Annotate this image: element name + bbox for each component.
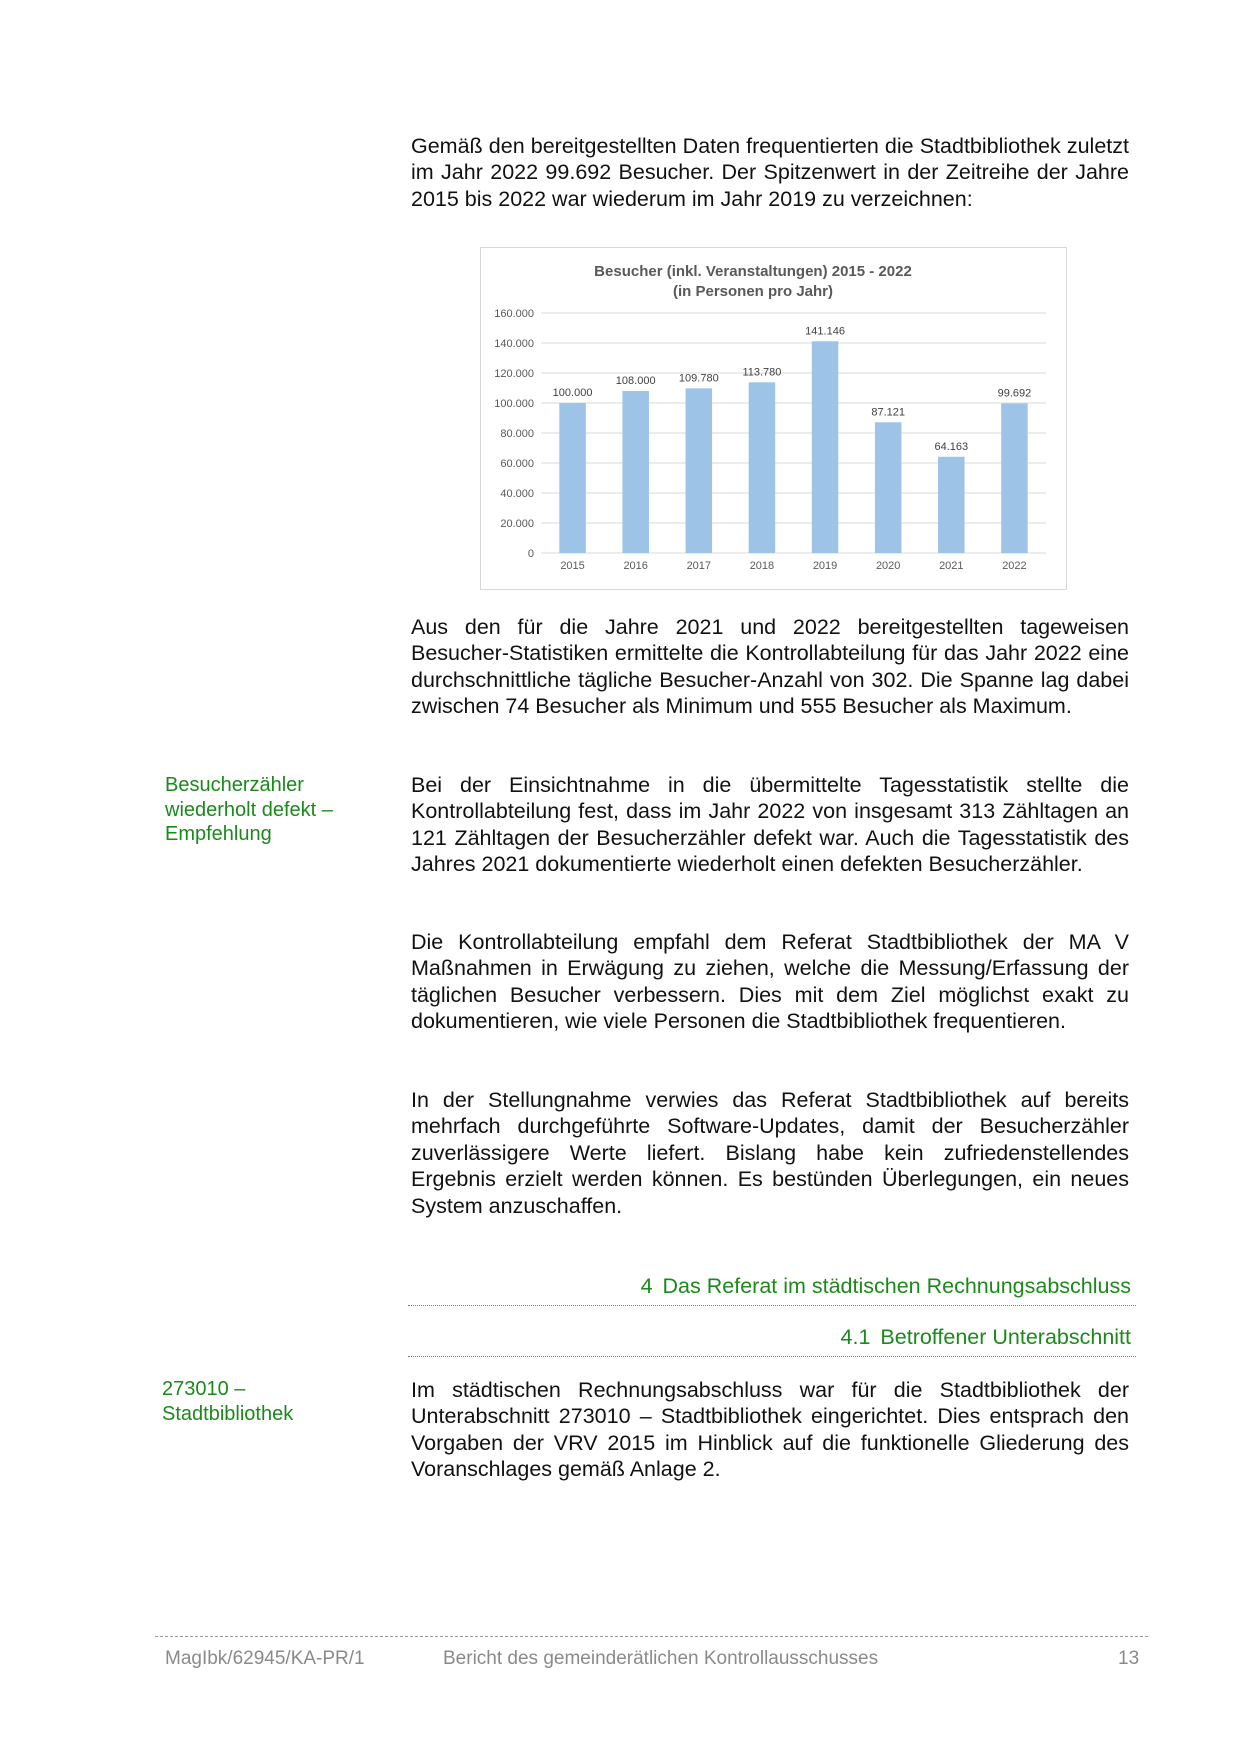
section-number: 4 — [640, 1274, 653, 1298]
data-label: 64.163 — [934, 440, 969, 453]
subsection-divider — [408, 1356, 1136, 1357]
margin-note-sub-section — [162, 1377, 293, 1426]
y-tick-label: 160.000 — [494, 308, 534, 320]
paragraph-daily-statistics: Aus den für die Jahre 2021 und 2022 bereitgestellten tageweisen Besucher-Statistiken ermittelte die Kontrollabteilung für das Jahr 2022 eine durchschnittliche tägliche Besucher-Anzahl von 302. Die Spanne lag dabei zwischen 74 Besucher als Minimum und 555 Besucher als Maximum. — [411, 615, 1129, 719]
data-label: 113.780 — [742, 366, 782, 379]
footer-report-title: Bericht des gemeinderätlichen Kontrollausschusses — [443, 1648, 879, 1669]
bar-2021 — [938, 457, 965, 553]
margin-note-line: Empfehlung — [165, 823, 272, 845]
paragraph-sub-section: Im städtischen Rechnungsabschluss war für die Stadtbibliothek der Unterabschnitt 273010 – Stadtbibliothek eingerichtet. Dies entsprach den Vorgaben der VRV 2015 im Hinblick auf die funktionelle Gliederung des Voranschlages gemäß Anlage 2. — [411, 1378, 1129, 1482]
x-tick-label: 2019 — [812, 560, 838, 572]
bar-2020 — [875, 422, 902, 553]
section-heading-4-1 — [841, 1325, 1131, 1350]
footer-divider — [155, 1636, 1148, 1637]
chart-title: Besucher (inkl. Veranstaltungen) 2015 - 2022 — [594, 263, 912, 280]
bar-2016 — [622, 391, 649, 553]
visitor-bar-chart — [481, 248, 1066, 589]
bar-2019 — [812, 341, 839, 553]
x-tick-label: 2022 — [1002, 560, 1027, 572]
y-tick-label: 20.000 — [500, 518, 534, 530]
data-label: 87.121 — [871, 406, 906, 419]
x-tick-label: 2015 — [560, 560, 585, 572]
margin-note-line: Besucherzähler — [165, 774, 304, 796]
margin-note-line: wiederholt defekt – — [165, 798, 333, 821]
intro-paragraph: Gemäß den bereitgestellten Daten frequentierten die Stadtbibliothek zuletzt im Jahr 2022 99.692 Besucher. Der Spitzenwert in der Zeitreihe der Jahre 2015 bis 2022 war wiederum im Jahr 2019 zu verzeichnen: — [411, 134, 1129, 211]
bar-2022 — [1001, 403, 1028, 553]
paragraph-counter-defect: Bei der Einsichtnahme in die übermittelte Tagesstatistik stellte die Kontrollabteilung fest, dass im Jahr 2022 von insgesamt 313 Zähltagen an 121 Zähltagen der Besucherzähler defekt war. Auch die Tagesstatistik des Jahres 2021 dokumentierte wiederholt einen defekten Besucherzähler. — [411, 773, 1129, 877]
x-tick-label: 2018 — [749, 560, 775, 572]
x-tick-label: 2016 — [623, 560, 648, 572]
data-label: 141.146 — [805, 325, 845, 338]
x-tick-label: 2017 — [686, 560, 712, 572]
footer-reference: MagIbk/62945/KA-PR/1 — [165, 1648, 365, 1669]
data-label: 100.000 — [552, 387, 593, 399]
paragraph-recommendation: Die Kontrollabteilung empfahl dem Referat Stadtbibliothek der MA V Maßnahmen in Erwägung zu ziehen, welche die Messung/Erfassung der täglichen Besucher verbessern. Dies mit dem Ziel möglichst exakt zu dokumentieren, wie viele Personen die Stadtbibliothek frequentieren. — [411, 930, 1129, 1034]
margin-note-counter-defect — [165, 773, 333, 847]
margin-note-line: Stadtbibliothek — [162, 1402, 294, 1425]
bar-2017 — [686, 388, 713, 553]
y-tick-label: 140.000 — [494, 338, 534, 350]
bar-2015 — [559, 403, 586, 553]
margin-note-line: 273010 – — [162, 1378, 246, 1400]
chart-subtitle: (in Personen pro Jahr) — [672, 283, 834, 300]
x-tick-label: 2021 — [939, 560, 964, 572]
y-tick-label: 80.000 — [500, 428, 534, 440]
section-divider — [408, 1305, 1136, 1306]
section-heading-4 — [641, 1274, 1131, 1299]
x-tick-label: 2020 — [875, 560, 901, 572]
y-tick-label: 40.000 — [500, 488, 534, 500]
section-title: Das Referat im städtischen Rechnungsabschluss — [662, 1274, 1131, 1298]
paragraph-statement: In der Stellungnahme verwies das Referat Stadtbibliothek auf bereits mehrfach durchgeführte Software-Updates, damit der Besucherzähler zuverlässigere Werte liefert. Bislang habe kein zufriedenstellendes Ergebnis erzielt werden können. Es bestünden Überlegungen, ein neues System anzuschaffen. — [411, 1088, 1129, 1218]
data-label: 108.000 — [615, 375, 656, 387]
y-tick-label: 0 — [527, 548, 534, 560]
y-tick-label: 60.000 — [500, 458, 534, 470]
data-label: 99.692 — [997, 387, 1032, 400]
data-label: 109.780 — [678, 372, 719, 385]
subsection-number: 4.1 — [840, 1325, 871, 1349]
y-tick-label: 120.000 — [494, 368, 534, 380]
subsection-title: Betroffener Unterabschnitt — [880, 1325, 1131, 1349]
footer-page-number: 13 — [1118, 1648, 1140, 1669]
visitor-chart — [480, 247, 1067, 590]
y-tick-label: 100.000 — [494, 398, 534, 410]
bar-2018 — [749, 382, 776, 553]
